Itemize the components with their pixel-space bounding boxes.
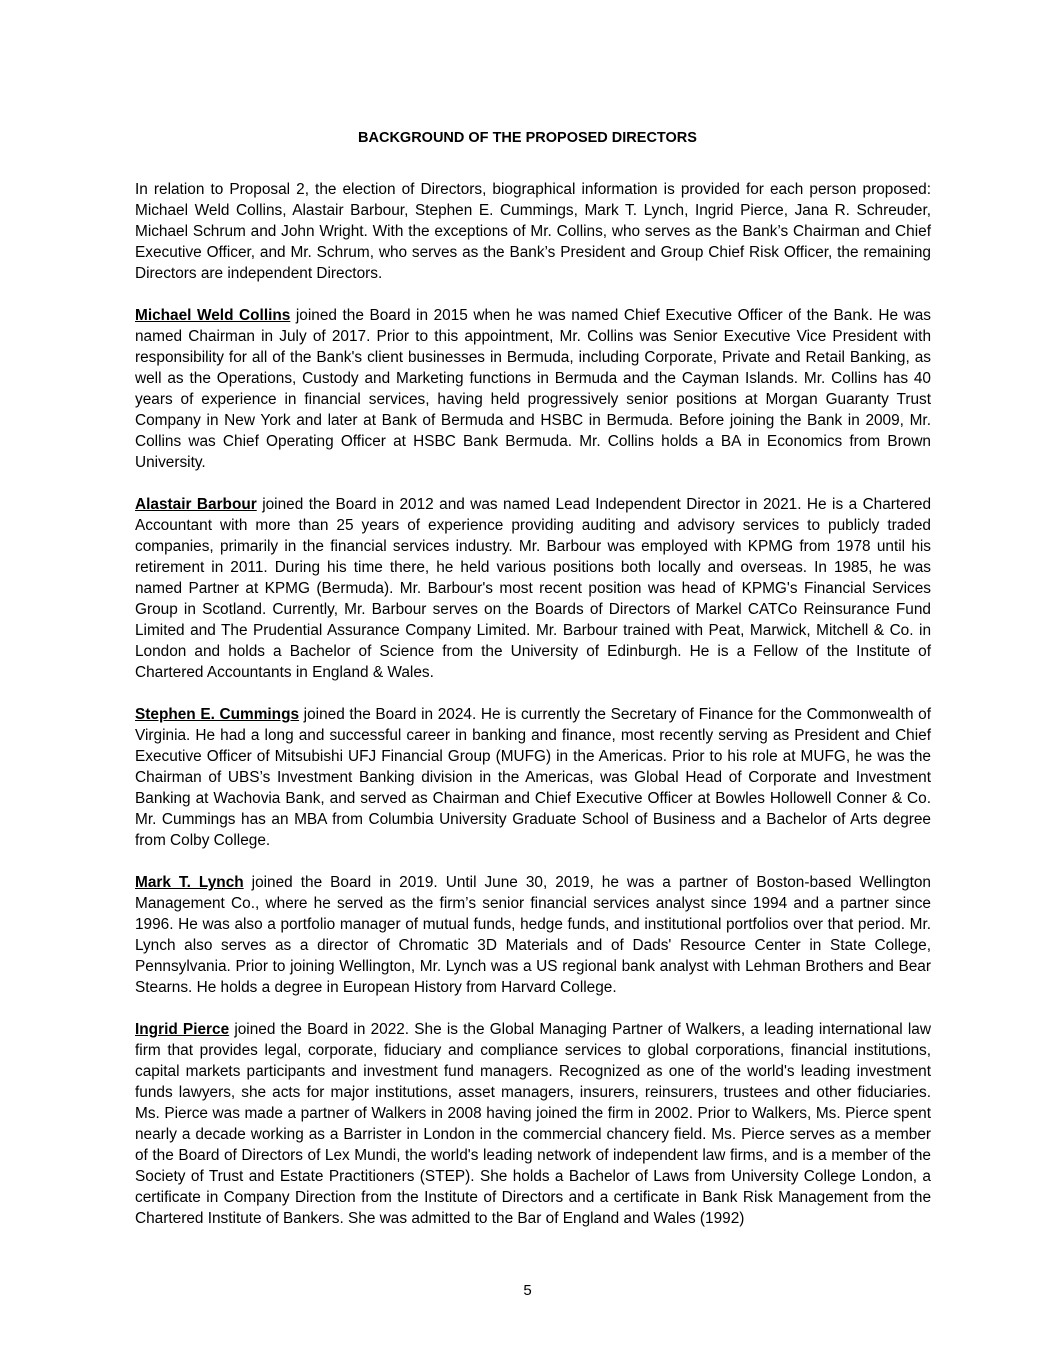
bio-paragraph-cummings	[135, 704, 931, 851]
director-name-pierce: Ingrid Pierce	[135, 1021, 230, 1038]
bio-text-cummings: joined the Board in 2024. He is currently the Secretary of Finance for the Commonwealth of Virginia. He had a long and successful career in banking and finance, most recently serving as President and Chief Executive Officer of Mitsubishi UFJ Financial Group (MUFG) in the Americas. Prior to his role at MUFG, he was the Chairman of UBS’s Investment Banking division in the Americas, was Global Head of Corporate and Investment Banking at Wachovia Bank, and served as Chairman and Chief Executive Officer at Bowles Hollowell Conner & Co. Mr. Cummings has an MBA from Columbia University Graduate School of Business and a Bachelor of Arts degree from Colby College.	[135, 706, 931, 849]
bio-text-barbour: joined the Board in 2012 and was named Lead Independent Director in 2021. He is a Chartered Accountant with more than 25 years of experience providing auditing and advisory services to publicly traded companies, primarily in the financial services industry. Mr. Barbour was employed with KPMG from 1978 until his retirement in 2011. During his time there, he held various positions both locally and overseas. In 1985, he was named Partner at KPMG (Bermuda). Mr. Barbour's most recent position was head of KPMG's Financial Services Group in Scotland. Currently, Mr. Barbour serves on the Boards of Directors of Markel CATCo Reinsurance Fund Limited and The Prudential Assurance Company Limited. Mr. Barbour trained with Peat, Marwick, Mitchell & Co. in London and holds a Bachelor of Science from the University of Edinburgh. He is a Fellow of the Institute of Chartered Accountants in England & Wales.	[135, 496, 932, 681]
page-number: 5	[523, 1282, 532, 1299]
director-name-lynch: Mark T. Lynch	[135, 874, 244, 891]
bio-paragraph-pierce	[135, 1019, 931, 1229]
section-heading: BACKGROUND OF THE PROPOSED DIRECTORS	[358, 130, 697, 146]
intro-paragraph: In relation to Proposal 2, the election of Directors, biographical information is provided for each person proposed: Michael Weld Collins, Alastair Barbour, Stephen E. Cummings, Mark T. Lynch, Ingrid Pierce, Jana R. Schreuder, Michael Schrum and John Wright. With the exceptions of Mr. Collins, who serves as the Bank’s Chairman and Chief Executive Officer, and Mr. Schrum, who serves as the Bank’s President and Group Chief Risk Officer, the remaining Directors are independent Directors.	[135, 181, 931, 282]
director-name-collins: Michael Weld Collins	[135, 307, 291, 324]
bio-paragraph-collins	[135, 305, 931, 473]
bio-paragraph-lynch	[135, 872, 931, 998]
document-body	[135, 179, 931, 1250]
bio-text-lynch: joined the Board in 2019. Until June 30, 2019, he was a partner of Boston-based Wellington Management Co., where he served as the firm’s senior financial services analyst since 1994 and a partner since 1996. He was also a portfolio manager of mutual funds, hedge funds, and institutional portfolios over that period. Mr. Lynch also serves as a director of Chromatic 3D Materials and of Dads' Resource Center in State College, Pennsylvania. Prior to joining Wellington, Mr. Lynch was a US regional bank analyst with Lehman Brothers and Bear Stearns. He holds a degree in European History from Harvard College.	[135, 874, 931, 996]
director-name-barbour: Alastair Barbour	[135, 496, 257, 513]
bio-text-pierce: joined the Board in 2022. She is the Global Managing Partner of Walkers, a leading international law firm that provides legal, corporate, fiduciary and compliance services to global corporations, financial institutions, capital markets participants and investment fund managers. Recognized as one of the world's leading investment funds lawyers, she acts for major institutions, asset managers, insurers, reinsurers, trustees and other fiduciaries. Ms. Pierce was made a partner of Walkers in 2008 having joined the firm in 2002. Prior to Walkers, Ms. Pierce spent nearly a decade working as a Barrister in London in the commercial chancery field. Ms. Pierce serves as a member of the Board of Directors of Lex Mundi, the world's leading network of independent law firms, and is a member of the Society of Trust and Estate Practitioners (STEP). She holds a Bachelor of Laws from University College London, a certificate in Company Direction from the Institute of Directors and a certificate in Bank Risk Management from the Chartered Institute of Bankers. She was admitted to the Bar of England and Wales (1992)	[135, 1021, 931, 1227]
bio-text-collins: joined the Board in 2015 when he was named Chief Executive Officer of the Bank. He was named Chairman in July of 2017. Prior to this appointment, Mr. Collins was Senior Executive Vice President with responsibility for all of the Bank's client businesses in Bermuda, including Corporate, Private and Retail Banking, as well as the Operations, Custody and Marketing functions in Bermuda and the Cayman Islands. Mr. Collins has 40 years of experience in financial services, having held progressively senior positions at Morgan Guaranty Trust Company in New York and later at Bank of Bermuda and HSBC in Bermuda. Before joining the Bank in 2009, Mr. Collins was Chief Operating Officer at HSBC Bank Bermuda. Mr. Collins holds a BA in Economics from Brown University.	[135, 307, 932, 471]
director-name-cummings: Stephen E. Cummings	[135, 706, 300, 723]
bio-paragraph-barbour	[135, 494, 931, 683]
